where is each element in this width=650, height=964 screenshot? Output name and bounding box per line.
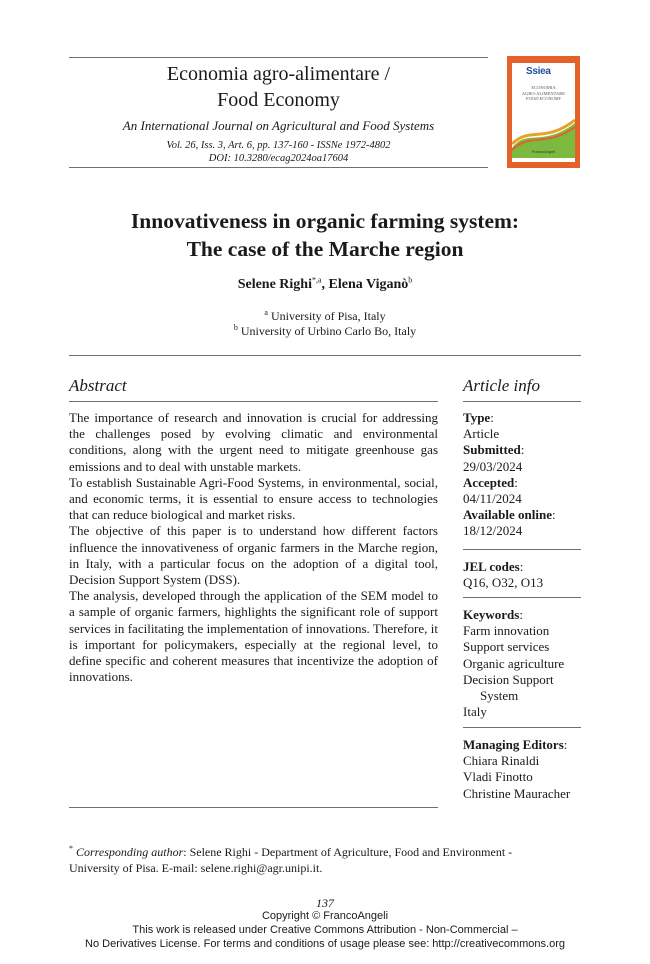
keywords-label: Keywords — [463, 607, 520, 622]
affiliation-a — [30, 309, 620, 324]
colon: : — [514, 474, 518, 490]
license-line-2: No Derivatives License. For terms and conditions of usage please see: http://creativecommons.org — [85, 938, 565, 950]
submitted-field — [463, 442, 581, 474]
journal-cover-page — [512, 63, 575, 162]
journal-title — [69, 61, 488, 113]
author-name: Elena Viganò — [328, 277, 409, 292]
article-dates — [463, 410, 581, 540]
corresponding-author-footnote — [69, 845, 581, 876]
jel-rule — [463, 597, 581, 598]
accepted-field — [463, 475, 581, 507]
type-field — [463, 410, 581, 442]
editors-label: Managing Editors — [463, 737, 564, 752]
submitted-label: Submitted — [463, 442, 521, 458]
abstract-body — [69, 410, 438, 685]
journal-subtitle: An International Journal on Agricultural and Food Systems — [122, 118, 435, 133]
jel-codes — [463, 559, 581, 591]
jel-value: Q16, O32, O13 — [463, 575, 544, 591]
cover-title-line1: ECONOMIA — [531, 85, 556, 90]
available-online-field — [463, 507, 581, 539]
cover-title — [514, 85, 573, 102]
abstract-paragraph-2: To establish Sustainable Agri-Food Systems, in environmental, social, and economic terms, it is essential to ensure access to technologies that can reduce biological and market risks. — [69, 474, 438, 523]
keyword-item: Farm innovation — [463, 623, 550, 639]
journal-title-line2: Food Economy — [217, 89, 340, 111]
affiliation-mark: a — [264, 308, 268, 317]
cover-title-line2: AGRO-ALIMENTARE — [521, 90, 566, 96]
available-online-value: 18/12/2024 — [463, 523, 523, 539]
keyword-item-continuation: System — [480, 688, 519, 704]
footnote-mark: * — [69, 844, 73, 853]
abstract-paragraph-4: The analysis, developed through the application of the SEM model to a sample of organic farmers, highlights the significant role of support services in facilitating the implementation of innovations. Therefore, it is important for policymakers, especially at the regional level, to define specific and coherent measures that incentivize the adoption of innovations. — [69, 588, 438, 685]
article-info-heading: Article info — [463, 376, 540, 395]
colon: : — [490, 410, 494, 425]
author-name: Selene Righi — [237, 277, 312, 292]
affiliations — [30, 309, 620, 339]
available-online-label: Available online — [463, 507, 552, 523]
colon: : — [519, 607, 523, 622]
footnote-line-1 — [69, 845, 581, 861]
abstract-paragraph-1: The importance of research and innovation is crucial for addressing the challenges posed by evolving climatic and environmental conditions, along with the urgent need to mitigate greenhouse gas emissions and to deal with unstable markets. — [69, 410, 438, 474]
type-label: Type — [463, 410, 491, 425]
footnote-line-2: University of Pisa. E-mail: selene.righi@agr.unipi.it. — [69, 860, 323, 875]
submitted-value: 29/03/2024 — [463, 458, 523, 474]
header-top-rule — [69, 57, 488, 58]
cover-publisher: FrancoAngeli — [531, 149, 556, 154]
affiliation-b — [30, 324, 620, 339]
page-number: 137 — [316, 896, 334, 910]
dates-rule — [463, 549, 581, 550]
jel-label: JEL codes — [463, 559, 520, 574]
article-title-line1: Innovativeness in organic farming system: — [130, 209, 520, 233]
abstract-bottom-rule — [69, 807, 438, 808]
keyword-item: Decision Support — [463, 671, 554, 687]
colon: : — [520, 442, 525, 458]
license-line-1: This work is released under Creative Commons Attribution - Non-Commercial – — [132, 924, 518, 936]
editor-name: Vladi Finotto — [463, 769, 533, 785]
journal-title-line1: Economia agro-alimentare / — [166, 63, 391, 85]
copyright-notice: Copyright © FrancoAngeli — [261, 910, 389, 922]
footnote-text: : Selene Righi - Department of Agriculture, Food and Environment - — [183, 845, 513, 859]
editor-name: Christine Mauracher — [463, 785, 571, 801]
keyword-item: Organic agriculture — [463, 655, 565, 671]
title-block-rule — [69, 355, 581, 356]
colon: : — [519, 559, 524, 574]
abstract-heading: Abstract — [69, 376, 127, 395]
keywords — [463, 607, 581, 720]
journal-cover-image — [507, 56, 580, 168]
keywords-rule — [463, 727, 581, 728]
keyword-item: Support services — [463, 639, 550, 655]
keyword-item: Italy — [463, 704, 487, 720]
article-title-line2: The case of the Marche region — [186, 237, 464, 261]
abstract-paragraph-3: The objective of this paper is to understand how different factors influence the innovativeness of organic farmers in the Marche region, in Italy, with a particular focus on the adoption of a digital tool, Decision Support System (DSS). — [69, 523, 438, 588]
journal-doi: DOI: 10.3280/ecag2024oa17604 — [208, 153, 349, 164]
managing-editors — [463, 737, 581, 802]
accepted-value: 04/11/2024 — [463, 491, 522, 507]
author-marks: b — [408, 275, 413, 285]
affiliation-mark: b — [233, 323, 238, 332]
footnote-label: Corresponding author — [76, 845, 184, 859]
cover-title-line3: FOOD ECONOMY — [525, 96, 562, 101]
journal-citation: Vol. 26, Iss. 3, Art. 6, pp. 137-160 - ISSNe 1972-4802 — [166, 140, 391, 151]
article-info-heading-rule — [463, 401, 581, 402]
author-separator: , — [321, 277, 329, 292]
author-marks: *,a — [311, 275, 322, 285]
type-value: Article — [463, 426, 500, 442]
colon: : — [551, 507, 556, 523]
affiliation-text: University of Pisa, Italy — [270, 309, 386, 323]
affiliation-text: University of Urbino Carlo Bo, Italy — [240, 324, 417, 338]
abstract-heading-rule — [69, 401, 438, 402]
author-list — [30, 277, 620, 293]
article-title — [30, 207, 620, 263]
editor-name: Chiara Rinaldi — [463, 753, 540, 769]
header-bottom-rule — [69, 167, 488, 168]
colon: : — [563, 737, 568, 752]
accepted-label: Accepted — [463, 474, 515, 490]
siea-logo: Ssiea — [526, 66, 551, 77]
